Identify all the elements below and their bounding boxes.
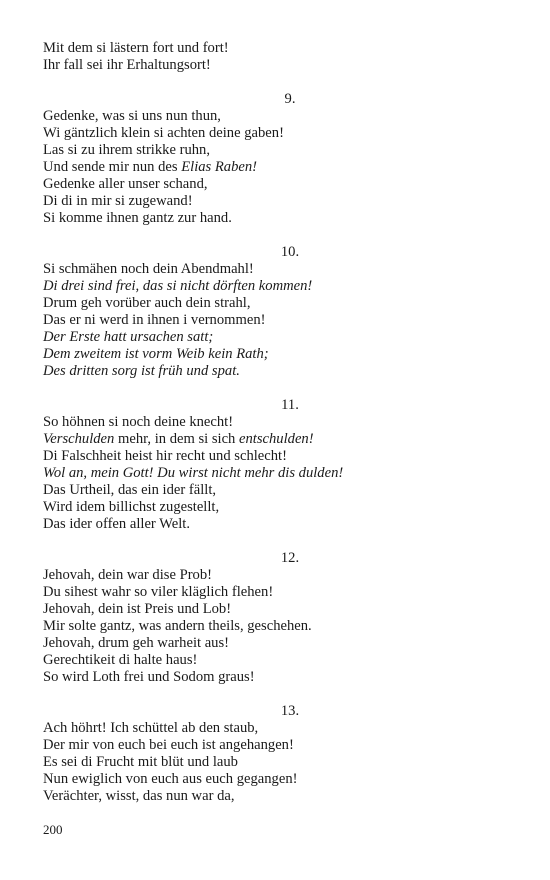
italic-segment: entschulden! xyxy=(239,431,314,447)
verse-line xyxy=(43,431,503,448)
stanza-number: 13. xyxy=(280,703,300,719)
verse-line xyxy=(43,516,503,533)
text-segment: Wi gäntzlich klein si achten deine gaben! xyxy=(43,125,284,141)
text-segment: Nun ewiglich von euch aus euch gegangen! xyxy=(43,771,298,787)
verse-line xyxy=(43,142,503,159)
verse-line xyxy=(43,159,503,176)
verse-line xyxy=(43,176,503,193)
text-segment: Ach höhrt! Ich schüttel ab den staub, xyxy=(43,720,259,736)
verse-line xyxy=(43,482,503,499)
stanza xyxy=(43,550,503,686)
verse-line xyxy=(43,210,503,227)
text-segment: Es sei di Frucht mit blüt und laub xyxy=(43,754,238,770)
text-segment: Das ider offen aller Welt. xyxy=(43,516,191,532)
italic-segment: Des dritten sorg ist früh und spat. xyxy=(43,363,240,379)
verse-line xyxy=(43,567,503,584)
text-segment: Drum geh vorüber auch dein strahl, xyxy=(43,295,251,311)
verse-line xyxy=(43,465,503,482)
verse-line xyxy=(43,108,503,125)
poem-page xyxy=(43,40,503,822)
text-segment: Verächter, wisst, das nun war da, xyxy=(43,788,235,804)
verse-line xyxy=(43,788,503,805)
text-segment: So höhnen si noch deine knecht! xyxy=(43,414,234,430)
stanza xyxy=(43,91,503,227)
verse-line xyxy=(43,57,503,74)
page-number: 200 xyxy=(43,822,63,837)
verse-line xyxy=(43,414,503,431)
verse-line xyxy=(43,618,503,635)
verse-line xyxy=(43,652,503,669)
verse-line xyxy=(43,771,503,788)
verse-line xyxy=(43,295,503,312)
verse-line xyxy=(43,125,503,142)
text-segment: Si schmähen noch dein Abendmahl! xyxy=(43,261,254,277)
verse-line xyxy=(43,737,503,754)
verse-line xyxy=(43,635,503,652)
text-segment: Mir solte gantz, was andern theils, geschehen. xyxy=(43,618,312,634)
verse-line xyxy=(43,261,503,278)
stanza-number: 9. xyxy=(284,91,296,107)
stanza xyxy=(43,703,503,805)
stanza xyxy=(43,397,503,533)
stanza-list xyxy=(43,91,503,805)
italic-segment: Elias Raben! xyxy=(181,159,258,175)
italic-segment: Der Erste hatt ursachen satt; xyxy=(43,329,214,345)
verse-line xyxy=(43,329,503,346)
verse-line xyxy=(43,584,503,601)
text-segment: Der mir von euch bei euch ist angehangen! xyxy=(43,737,294,753)
text-segment: So wird Loth frei und Sodom graus! xyxy=(43,669,255,685)
text-segment: Ihr fall sei ihr Erhaltungsort! xyxy=(43,57,211,73)
verse-line xyxy=(43,278,503,295)
text-segment: Gerechtikeit di halte haus! xyxy=(43,652,198,668)
text-segment: Das Urtheil, das ein ider fällt, xyxy=(43,482,217,498)
text-segment: Di Falschheit heist hir recht und schlecht! xyxy=(43,448,287,464)
verse-line xyxy=(43,754,503,771)
verse-line xyxy=(43,669,503,686)
stanza xyxy=(43,244,503,380)
verse-line xyxy=(43,720,503,737)
italic-segment: Di drei sind frei, das si nicht dörften kommen! xyxy=(43,278,313,294)
verse-line xyxy=(43,193,503,210)
text-segment: Di di in mir si zugewand! xyxy=(43,193,193,209)
text-segment: Wird idem billichst zugestellt, xyxy=(43,499,220,515)
text-segment: Las si zu ihrem strikke ruhn, xyxy=(43,142,210,158)
stanza-number: 11. xyxy=(281,397,299,413)
verse-line xyxy=(43,40,503,57)
italic-segment: Dem zweitem ist vorm Weib kein Rath; xyxy=(43,346,269,362)
text-segment: Und sende mir nun des xyxy=(43,159,182,175)
verse-line xyxy=(43,312,503,329)
text-segment: Du sihest wahr so viler kläglich flehen! xyxy=(43,584,274,600)
text-segment: Gedenke aller unser schand, xyxy=(43,176,208,192)
stanza-number: 12. xyxy=(280,550,300,566)
verse-line xyxy=(43,499,503,516)
verse-line xyxy=(43,601,503,618)
text-segment: Gedenke, was si uns nun thun, xyxy=(43,108,221,124)
verse-line xyxy=(43,448,503,465)
text-segment: Mit dem si lästern fort und fort! xyxy=(43,40,229,56)
text-segment: Jehovah, drum geh warheit aus! xyxy=(43,635,230,651)
verse-line xyxy=(43,363,503,380)
text-segment: Jehovah, dein ist Preis und Lob! xyxy=(43,601,232,617)
text-segment: Jehovah, dein war dise Prob! xyxy=(43,567,213,583)
text-segment: Si komme ihnen gantz zur hand. xyxy=(43,210,232,226)
text-segment: Das er ni werd in ihnen i vernommen! xyxy=(43,312,266,328)
stanza-number: 10. xyxy=(280,244,300,260)
intro-lines xyxy=(43,40,503,74)
verse-line xyxy=(43,346,503,363)
text-segment: mehr, in dem si sich xyxy=(114,431,240,447)
italic-segment: Verschulden xyxy=(43,431,115,447)
italic-segment: Wol an, mein Gott! Du wirst nicht mehr dis dulden! xyxy=(43,465,344,481)
